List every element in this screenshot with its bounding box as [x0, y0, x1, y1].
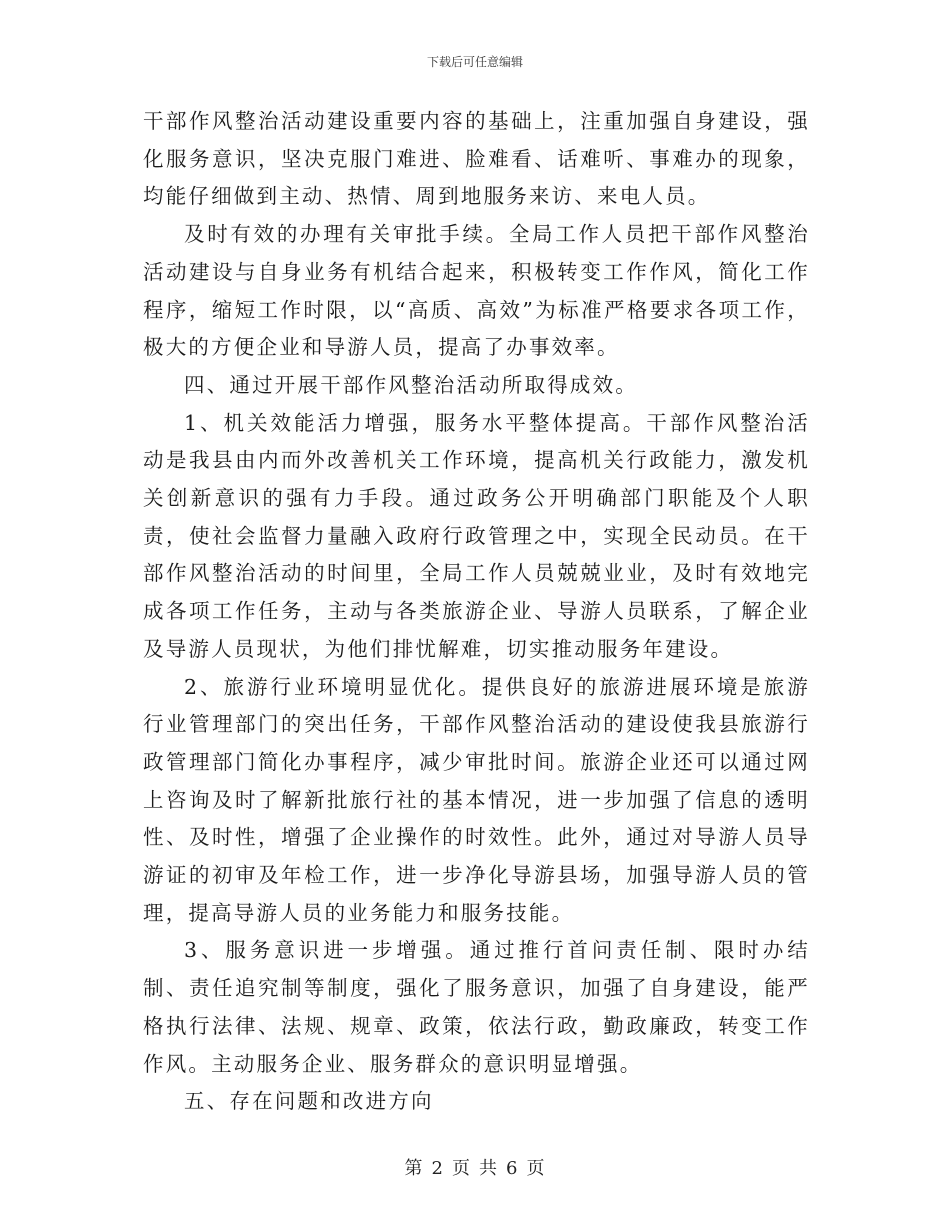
footer-prefix: 第	[404, 1158, 424, 1179]
paragraph-item-3: 3、服务意识进一步增强。通过推行首问责任制、限时办结制、责任追究制等制度，强化了服务意识，加强了自身建设，能严格执行法律、法规、规章、政策，依法行政，勤政廉政，转变工作作风。主动服务企业、服务群众的意识明显增强。	[143, 938, 810, 1076]
footer-suffix: 页	[526, 1158, 546, 1179]
section-heading-4: 四、通过开展干部作风整治活动所取得成效。	[184, 372, 638, 397]
paragraph-item-1: 1、机关效能活力增强，服务水平整体提高。干部作风整治活动是我县由内而外改善机关工作环境，提高机关行政能力，激发机关创新意识的强有力手段。通过政务公开明确部门职能及个人职责，使社会监督力量融入政府行政管理之中，实现全民动员。在干部作风整治活动的时间里，全局工作人员兢兢业业，及时有效地完成各项工作任务，主动与各类旅游企业、导游人员联系，了解企业及导游人员现状，为他们排忧解难，切实推动服务年建设。	[143, 410, 810, 661]
footer-page-label: 页	[452, 1158, 471, 1179]
footer-current-page: 2	[431, 1158, 444, 1179]
footer-total-label: 共	[479, 1158, 498, 1179]
paragraph-2: 及时有效的办理有关审批手续。全局工作人员把干部作风整治活动建设与自身业务有机结合起来，积极转变工作作风，简化工作程序，缩短工作时限，以“高质、高效”为标准严格要求各项工作，极大的方便企业和导游人员，提高了办事效率。	[143, 222, 810, 360]
page-footer	[0, 1154, 950, 1180]
paragraph-item-2: 2、旅游行业环境明显优化。提供良好的旅游进展环境是旅游行业管理部门的突出任务，干部作风整治活动的建设使我县旅游行政管理部门简化办事程序，减少审批时间。旅游企业还可以通过网上咨询及时了解新批旅行社的基本情况，进一步加强了信息的透明性、及时性，增强了企业操作的时效性。此外，通过对导游人员导游证的初审及年检工作，进一步净化导游县场，加强导游人员的管理，提高导游人员的业务能力和服务技能。	[143, 674, 810, 925]
section-heading-5: 五、存在问题和改进方向	[184, 1089, 434, 1114]
page-header	[0, 53, 950, 70]
footer-total-pages: 6	[506, 1158, 519, 1179]
header-note: 下载后可任意编辑	[426, 55, 523, 69]
paragraph-1: 干部作风整治活动建设重要内容的基础上，注重加强自身建设，强化服务意识，坚决克服门难进、脸难看、话难听、事难办的现象，均能仔细做到主动、热情、周到地服务来访、来电人员。	[143, 109, 810, 209]
document-body	[143, 103, 810, 1121]
